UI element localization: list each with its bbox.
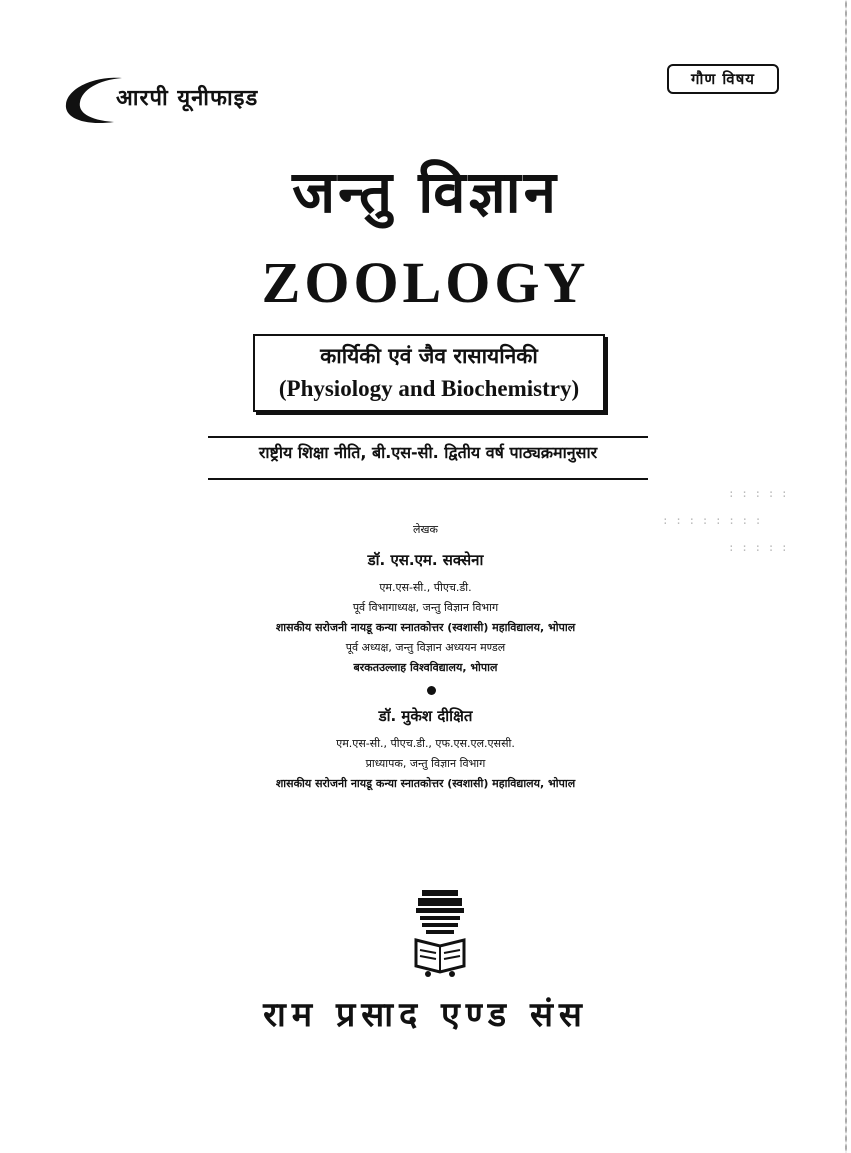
author1-name: डॉ. एस.एम. सक्सेना	[367, 551, 484, 569]
author1-role-2: पूर्व अध्यक्ष, जन्तु विज्ञान अध्ययन मण्डल	[345, 641, 506, 654]
book-title-english: ZOOLOGY	[261, 250, 590, 315]
author2-degrees: एम.एस-सी., पीएच.डी., एफ.एस.एल.एससी.	[336, 737, 515, 750]
author1-university: बरकतउल्लाह विश्वविद्यालय, भोपाल	[353, 661, 498, 674]
divider-bottom	[208, 478, 648, 480]
publisher-name: राम प्रसाद एण्ड संस	[263, 995, 588, 1035]
subtitle-hindi: कार्यिकी एवं जैव रासायनिकी	[320, 344, 538, 368]
reading-figure-emblem-icon	[410, 886, 470, 978]
divider-top	[208, 436, 648, 438]
authors-heading: लेखक	[413, 523, 438, 536]
author1-institution: शासकीय सरोजनी नायडू कन्या स्नातकोत्तर (स्वशासी) महाविद्यालय, भोपाल	[275, 621, 576, 634]
author1-role: पूर्व विभागाध्यक्ष, जन्तु विज्ञान विभाग	[352, 601, 499, 614]
curriculum-note: राष्ट्रीय शिक्षा नीति, बी.एस-सी. द्वितीय वर्ष पाठ्यक्रमानुसार	[258, 443, 598, 462]
crescent-swoosh-icon	[64, 72, 124, 128]
subject-badge: गौण विषय	[667, 64, 779, 94]
scan-noise: : : : : :	[728, 487, 788, 500]
subtitle-box	[253, 334, 605, 412]
subtitle-english: (Physiology and Biochemistry)	[278, 376, 580, 401]
logo	[64, 72, 304, 128]
author1-degrees: एम.एस-सी., पीएच.डी.	[379, 581, 472, 594]
author2-name: डॉ. मुकेश दीक्षित	[378, 707, 473, 725]
author2-role: प्राध्यापक, जन्तु विज्ञान विभाग	[365, 757, 486, 770]
author2-institution: शासकीय सरोजनी नायडू कन्या स्नातकोत्तर (स्वशासी) महाविद्यालय, भोपाल	[275, 777, 576, 790]
logo-text: आरपी यूनीफाइड	[116, 86, 259, 111]
scan-noise: : : : : :	[728, 541, 788, 554]
book-title-hindi: जन्तु विज्ञान	[292, 158, 559, 226]
separator-bullet	[427, 686, 436, 695]
scan-noise: : : : : : : : :	[662, 514, 762, 527]
